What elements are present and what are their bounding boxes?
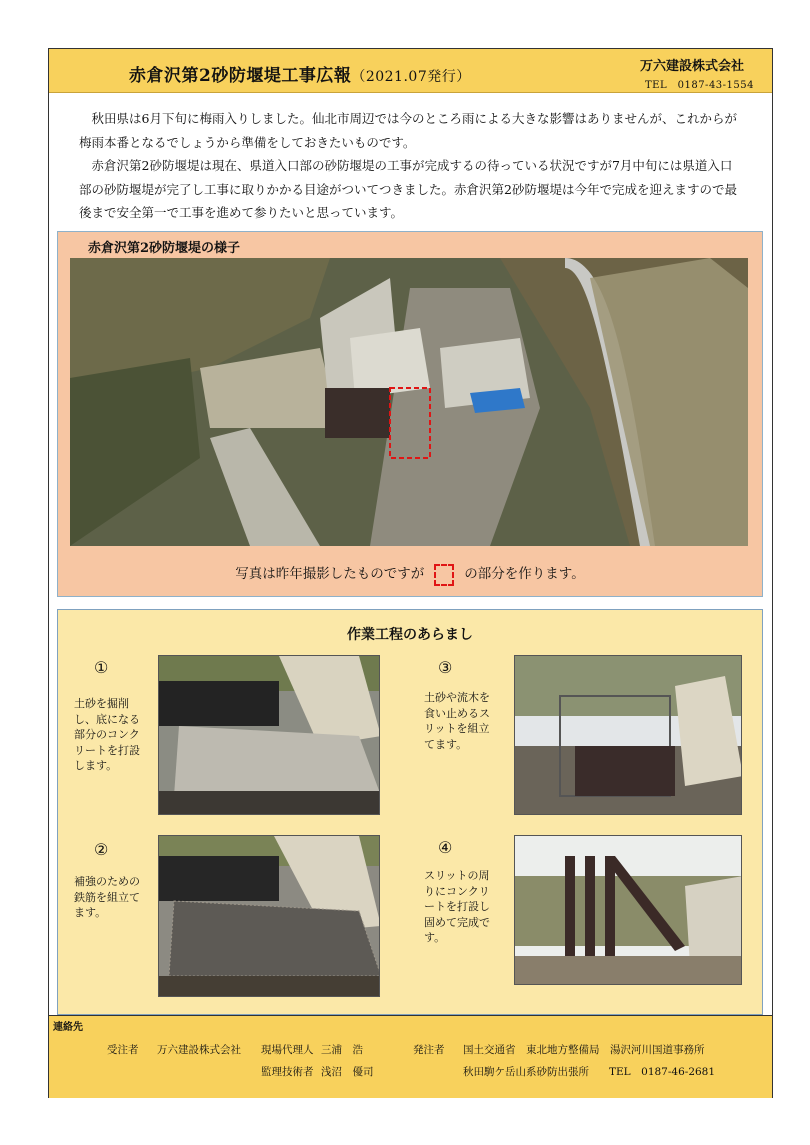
- engineer-label: 監理技術者: [261, 1066, 314, 1078]
- site-photo-label: 赤倉沢第2砂防堰堤の様子: [88, 241, 241, 256]
- company-tel: TEL 0187-43-1554: [645, 80, 754, 91]
- contact-footer: [49, 1015, 772, 1098]
- office-tel: TEL 0187-46-2681: [609, 1066, 716, 1078]
- step-1-photo: [158, 655, 380, 815]
- site-photo-section: [57, 231, 763, 597]
- step-1-number: ①: [94, 658, 109, 677]
- contractor-name: 万六建設株式会社: [157, 1044, 241, 1056]
- process-title: 作業工程のあらまし: [347, 627, 473, 643]
- newsletter-page: [48, 48, 773, 1098]
- step-3-text: 土砂や流木を食い止めるスリットを組立てます。: [424, 691, 490, 751]
- issue-date: （2021.07発行）: [351, 69, 471, 85]
- dashed-marker-icon: [434, 564, 454, 586]
- step-4-photo: [514, 835, 742, 985]
- company-name: 万六建設株式会社: [639, 59, 744, 74]
- step-3-number: ③: [438, 658, 453, 677]
- step-2-text: 補強のための鉄筋を組立てます。: [74, 875, 140, 919]
- step-1-text: 土砂を掘削し、底になる部分のコンクリートを打設します。: [74, 697, 140, 772]
- step-2-photo: [158, 835, 380, 997]
- process-section: [57, 609, 763, 1015]
- step-4-text: スリットの周りにコンクリートを打設し固めて完成です。: [424, 869, 490, 944]
- office-name: 秋田駒ケ岳山系砂防出張所: [463, 1066, 589, 1078]
- contact-label: 連絡先: [53, 1022, 83, 1033]
- agent-name: 三浦 浩: [321, 1044, 363, 1056]
- step-4-number: ④: [438, 838, 453, 857]
- site-photo-caption: 写真は昨年撮影したものですが の部分を作ります。: [58, 562, 762, 586]
- client-label: 発注者: [413, 1044, 445, 1056]
- intro-text: [79, 107, 739, 225]
- engineer-name: 浅沼 優司: [321, 1066, 374, 1078]
- client-name: 国土交通省 東北地方整備局 湯沢河川国道事務所: [463, 1044, 705, 1056]
- intro-paragraph-1: 秋田県は6月下旬に梅雨入りしました。仙北市周辺では今のところ雨による大きな影響はありませんが、これからが梅雨本番となるでしょうから準備をしておきたいものです。: [79, 111, 737, 150]
- header: [49, 49, 772, 93]
- step-3-photo: [514, 655, 742, 815]
- contractor-label: 受注者: [107, 1044, 139, 1056]
- intro-paragraph-2: 赤倉沢第2砂防堰堤は現在、県道入口部の砂防堰堤の工事が完成するの待っている状況ですが7月中旬には県道入口部の砂防堰堤が完了し工事に取りかかる目途がついてつきました。赤倉沢第2砂防堰堤は今年で完成を迎えますので最後まで安全第一で工事を進めて参りたいと思っています。: [79, 158, 737, 220]
- step-2-number: ②: [94, 840, 109, 859]
- page-title: 赤倉沢第2砂防堰堤工事広報（2021.07発行）: [129, 66, 471, 86]
- agent-label: 現場代理人: [261, 1044, 314, 1056]
- site-aerial-photo: [70, 258, 748, 546]
